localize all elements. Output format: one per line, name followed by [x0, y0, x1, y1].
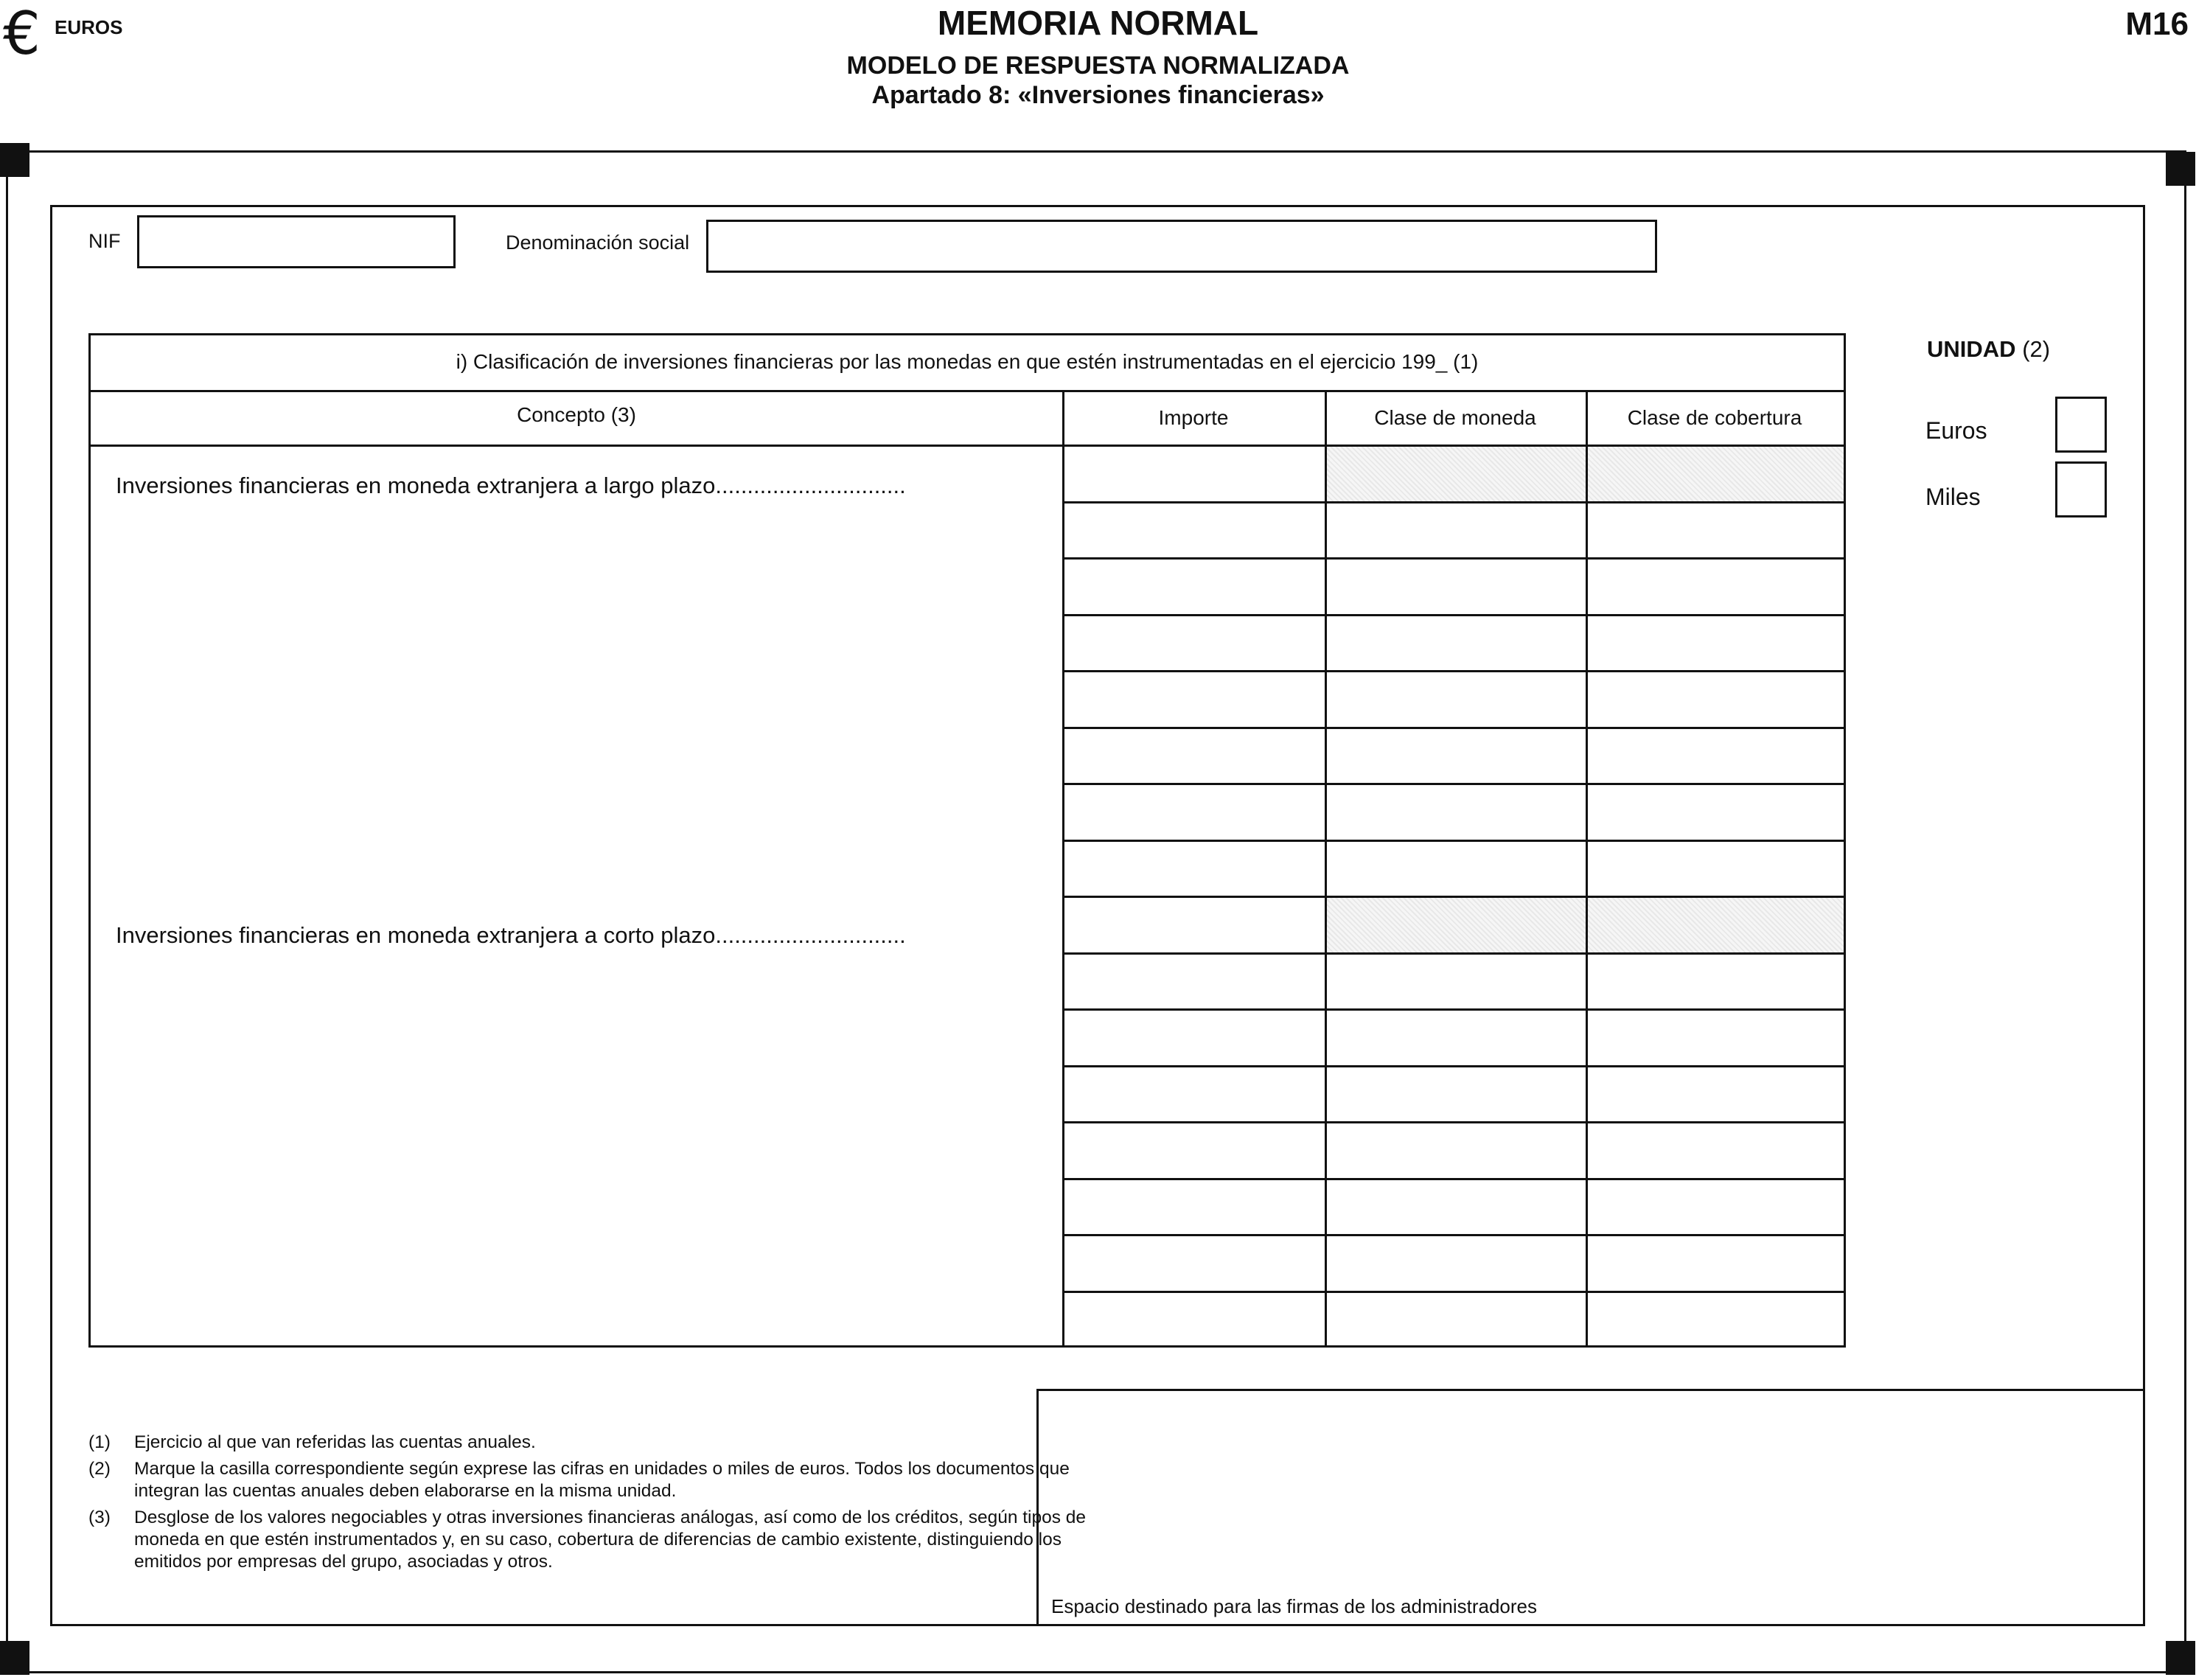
- registration-mark-top-left: [0, 143, 29, 177]
- cobertura-cell[interactable]: [1588, 560, 1844, 614]
- column-header-clase-cobertura: Clase de cobertura: [1627, 406, 1802, 429]
- cobertura-cell[interactable]: [1588, 729, 1844, 784]
- registration-mark-bottom-right: [2166, 1641, 2195, 1675]
- importe-cell[interactable]: [1064, 503, 1325, 558]
- moneda-cell[interactable]: [1327, 955, 1586, 1009]
- section-title: Apartado 8: «Inversiones financieras»: [871, 81, 1325, 109]
- moneda-cell[interactable]: [1327, 616, 1586, 671]
- column-header-concepto: Concepto (3): [517, 403, 636, 426]
- cobertura-cell[interactable]: [1588, 785, 1844, 840]
- cobertura-cell[interactable]: [1588, 672, 1844, 727]
- cobertura-cell[interactable]: [1588, 503, 1844, 558]
- moneda-cell[interactable]: [1327, 729, 1586, 784]
- moneda-cell[interactable]: [1327, 672, 1586, 727]
- registration-mark-bottom-left: [0, 1641, 29, 1675]
- importe-cell[interactable]: [1064, 447, 1325, 501]
- signature-label: Espacio destinado para las firmas de los administradores: [1051, 1595, 1538, 1617]
- logo-text: EUROS: [55, 16, 123, 38]
- importe-cell[interactable]: [1064, 785, 1325, 840]
- column-header-importe: Importe: [1158, 406, 1229, 429]
- cobertura-cell[interactable]: [1588, 1293, 1844, 1348]
- moneda-cell[interactable]: [1327, 1293, 1586, 1348]
- moneda-cell[interactable]: [1327, 503, 1586, 558]
- nif-label: NIF: [88, 230, 121, 252]
- page-subtitle: MODELO DE RESPUESTA NORMALIZADA: [846, 52, 1350, 80]
- investments-table: [88, 333, 1846, 1348]
- unidad-label: UNIDAD: [1927, 336, 2016, 362]
- importe-cell[interactable]: [1064, 729, 1325, 784]
- table-caption: i) Clasificación de inversiones financieras por las monedas en que estén instrumentadas en el ejercicio 199_ (1): [456, 350, 1479, 373]
- euro-logo-icon: €: [3, 0, 41, 68]
- moneda-cell[interactable]: [1327, 842, 1586, 896]
- footnote-number: (2): [88, 1459, 111, 1479]
- signature-area[interactable]: [1036, 1389, 2145, 1626]
- cobertura-cell[interactable]: [1588, 1011, 1844, 1065]
- unit-euros-checkbox[interactable]: [2055, 397, 2107, 453]
- concept-corto-plazo: Inversiones financieras en moneda extranjera a corto plazo..............................: [116, 922, 906, 948]
- importe-cell[interactable]: [1064, 955, 1325, 1009]
- moneda-cell[interactable]: [1327, 1180, 1586, 1235]
- page-title: MEMORIA NORMAL: [937, 4, 1259, 42]
- importe-cell[interactable]: [1064, 1236, 1325, 1291]
- footnote-text: Ejercicio al que van referidas las cuentas anuales.: [134, 1432, 536, 1452]
- importe-cell[interactable]: [1064, 616, 1325, 671]
- cobertura-cell[interactable]: [1588, 1236, 1844, 1291]
- importe-cell[interactable]: [1064, 560, 1325, 614]
- shaded-cell: [1588, 447, 1844, 501]
- cobertura-cell[interactable]: [1588, 1123, 1844, 1178]
- form-code: M16: [2125, 6, 2189, 42]
- moneda-cell[interactable]: [1327, 1011, 1586, 1065]
- cobertura-cell[interactable]: [1588, 1067, 1844, 1122]
- shaded-cell: [1327, 447, 1586, 501]
- importe-cell[interactable]: [1064, 1180, 1325, 1235]
- footnote-number: (1): [88, 1432, 111, 1452]
- moneda-cell[interactable]: [1327, 1236, 1586, 1291]
- unit-miles-checkbox[interactable]: [2055, 461, 2107, 517]
- unidad-note: (2): [2022, 336, 2051, 362]
- caption-divider: [91, 390, 1844, 392]
- importe-cell[interactable]: [1064, 1067, 1325, 1122]
- denominacion-label: Denominación social: [506, 231, 690, 254]
- header-divider-concepto: [91, 445, 1062, 447]
- importe-cell[interactable]: [1064, 1123, 1325, 1178]
- registration-mark-top-right: [2166, 152, 2195, 186]
- moneda-cell[interactable]: [1327, 1123, 1586, 1178]
- denominacion-field[interactable]: [706, 220, 1657, 273]
- footnote-number: (3): [88, 1508, 111, 1527]
- importe-cell[interactable]: [1064, 842, 1325, 896]
- shaded-cell: [1588, 898, 1844, 952]
- moneda-cell[interactable]: [1327, 560, 1586, 614]
- cobertura-cell[interactable]: [1588, 616, 1844, 671]
- shaded-cell: [1327, 898, 1586, 952]
- footnote-text: Marque la casilla correspondiente según exprese las cifras en unidades o miles de euros. Todos los documentos que integran las cuentas anuales deben elaborarse en la misma unidad.: [134, 1459, 1070, 1501]
- unit-miles-label: Miles: [1925, 484, 1981, 510]
- footnote-text: Desglose de los valores negociables y otras inversiones financieras análogas, así como de los créditos, según tipos de moneda en que estén instrumentados y, en su caso, cobertura de diferencias de cambio existente, distinguiendo los emitidos por empresas del grupo, asociadas y otros.: [134, 1508, 1087, 1572]
- unidad-title: [1927, 336, 2050, 363]
- importe-cell[interactable]: [1064, 898, 1325, 952]
- concept-largo-plazo: Inversiones financieras en moneda extranjera a largo plazo..............................: [116, 473, 906, 498]
- moneda-cell[interactable]: [1327, 785, 1586, 840]
- cobertura-cell[interactable]: [1588, 955, 1844, 1009]
- importe-cell[interactable]: [1064, 1011, 1325, 1065]
- cobertura-cell[interactable]: [1588, 1180, 1844, 1235]
- importe-cell[interactable]: [1064, 672, 1325, 727]
- unit-euros-label: Euros: [1925, 417, 1987, 444]
- cobertura-cell[interactable]: [1588, 842, 1844, 896]
- moneda-cell[interactable]: [1327, 1067, 1586, 1122]
- nif-field[interactable]: [137, 215, 456, 268]
- column-header-clase-moneda: Clase de moneda: [1374, 406, 1536, 429]
- importe-cell[interactable]: [1064, 1293, 1325, 1348]
